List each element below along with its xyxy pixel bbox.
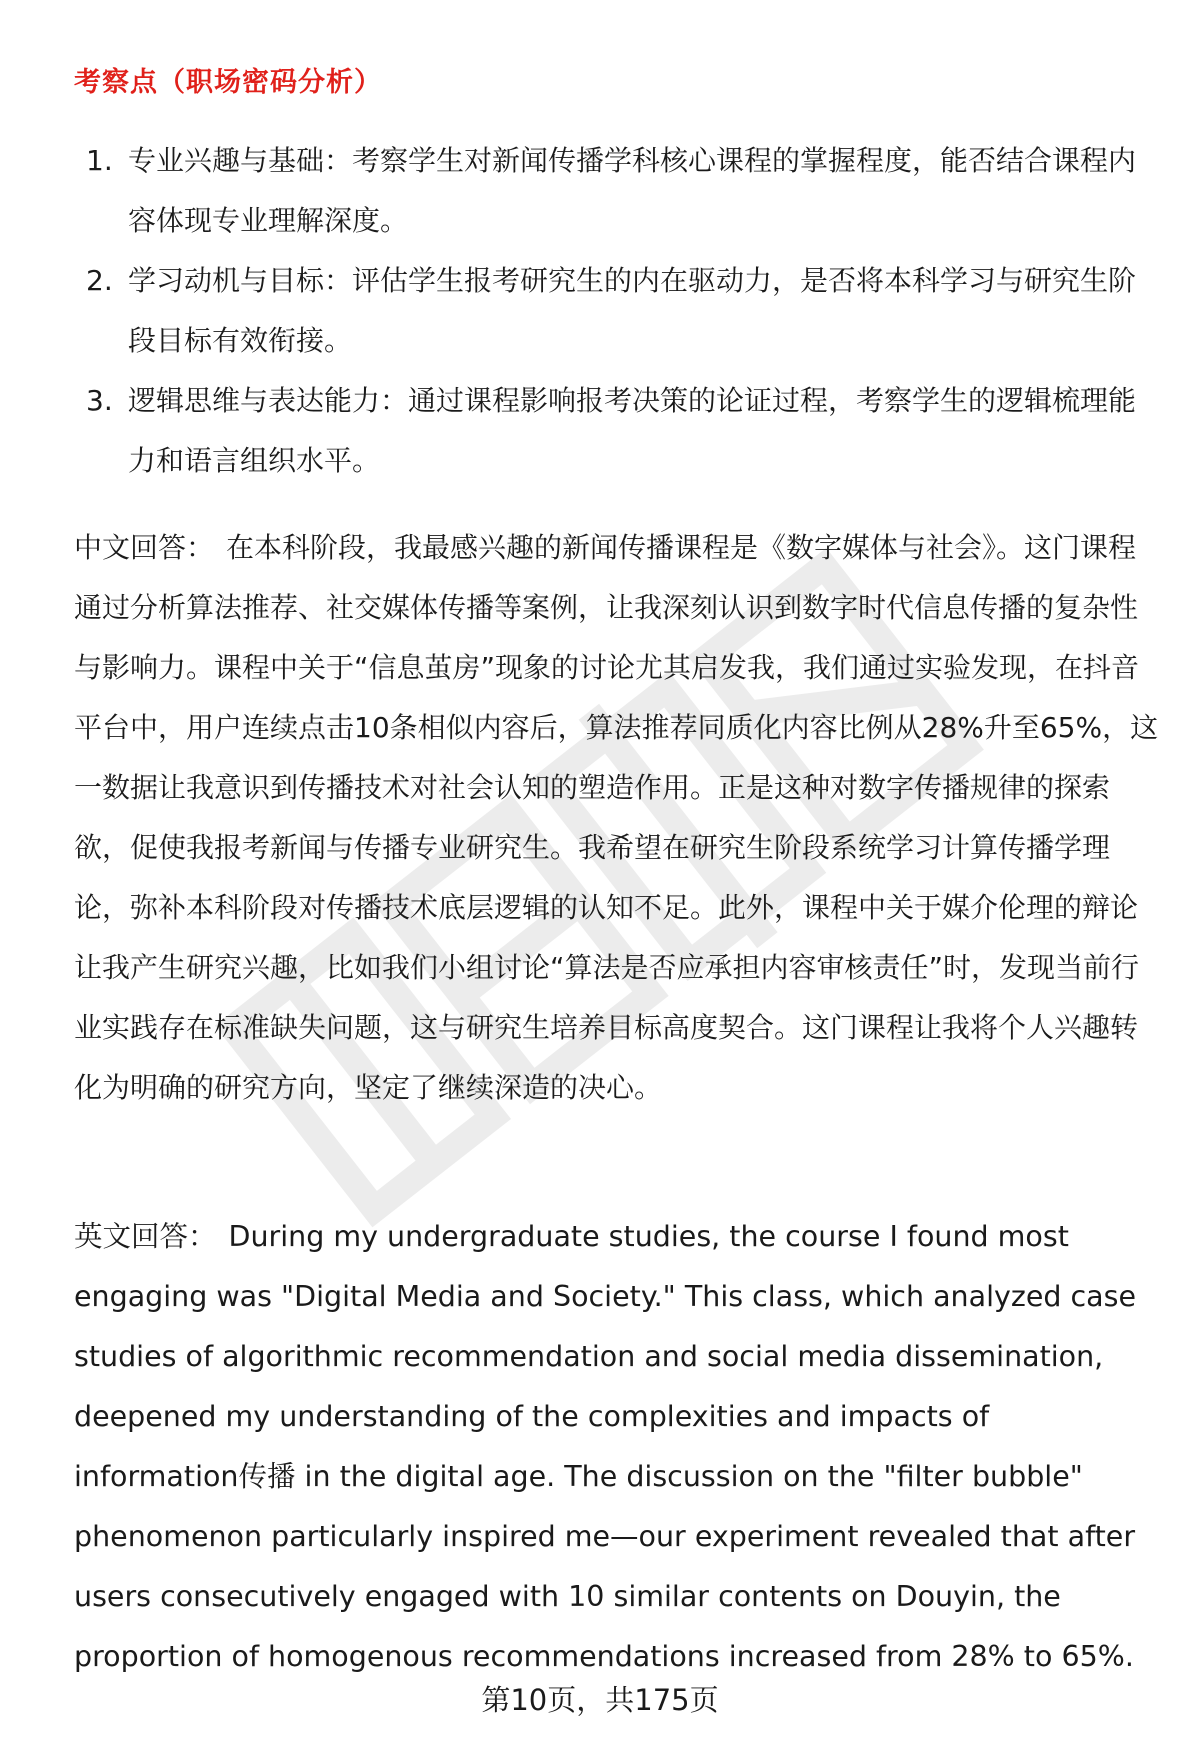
assessment-points-list xyxy=(74,131,1154,491)
list-item xyxy=(74,131,1154,251)
list-item xyxy=(74,251,1154,371)
list-item-text: 专业兴趣与基础：考察学生对新闻传播学科核心课程的掌握程度，能否结合课程内容体现专业理解深度。 xyxy=(128,144,1137,237)
english-answer-paragraph xyxy=(74,1207,1154,1687)
chinese-answer-paragraph xyxy=(74,518,1160,1118)
list-item-text: 逻辑思维与表达能力：通过课程影响报考决策的论证过程，考察学生的逻辑梳理能力和语言组织水平。 xyxy=(128,384,1137,477)
list-item xyxy=(74,371,1154,491)
chinese-answer-label: 中文回答： xyxy=(74,531,215,564)
english-answer-label: 英文回答： xyxy=(74,1220,217,1253)
list-item-text: 学习动机与目标：评估学生报考研究生的内在驱动力，是否将本科学习与研究生阶段目标有效衔接。 xyxy=(128,264,1137,357)
section-title: 考察点（职场密码分析） xyxy=(74,67,382,98)
list-item-number: 1. xyxy=(86,144,113,177)
page-number-footer: 第10页，共175页 xyxy=(481,1683,719,1717)
english-answer-text: During my undergraduate studies, the course I found most engaging was "Digital Media and Society." This class, which analyzed case studies of algorithmic recommendation and social media dissemination, deepened my understanding of the complexities and impacts of information传播 in the digital age. The discussion on the "filter bubble" phenomenon particularly inspired me—our experiment revealed that after users consecutively engaged with 10 similar contents on Douyin, the proportion of homogenous recommendations increased from 28% to 65%. xyxy=(74,1220,1137,1673)
list-item-number: 3. xyxy=(86,384,113,417)
chinese-answer-text: 在本科阶段，我最感兴趣的新闻传播课程是《数字媒体与社会》。这门课程通过分析算法推荐、社交媒体传播等案例，让我深刻认识到数字时代信息传播的复杂性与影响力。课程中关于“信息茧房”现象的讨论尤其启发我，我们通过实验发现，在抖音平台中，用户连续点击10条相似内容后，算法推荐同质化内容比例从28%升至65%，这一数据让我意识到传播技术对社会认知的塑造作用。正是这种对数字传播规律的探索欲，促使我报考新闻与传播专业研究生。我希望在研究生阶段系统学习计算传播学理论，弥补本科阶段对传播技术底层逻辑的认知不足。此外，课程中关于媒介伦理的辩论让我产生研究兴趣，比如我们小组讨论“算法是否应承担内容审核责任”时，发现当前行业实践存在标准缺失问题，这与研究生培养目标高度契合。这门课程让我将个人兴趣转化为明确的研究方向，坚定了继续深造的决心。 xyxy=(74,531,1159,1104)
list-item-number: 2. xyxy=(86,264,113,297)
